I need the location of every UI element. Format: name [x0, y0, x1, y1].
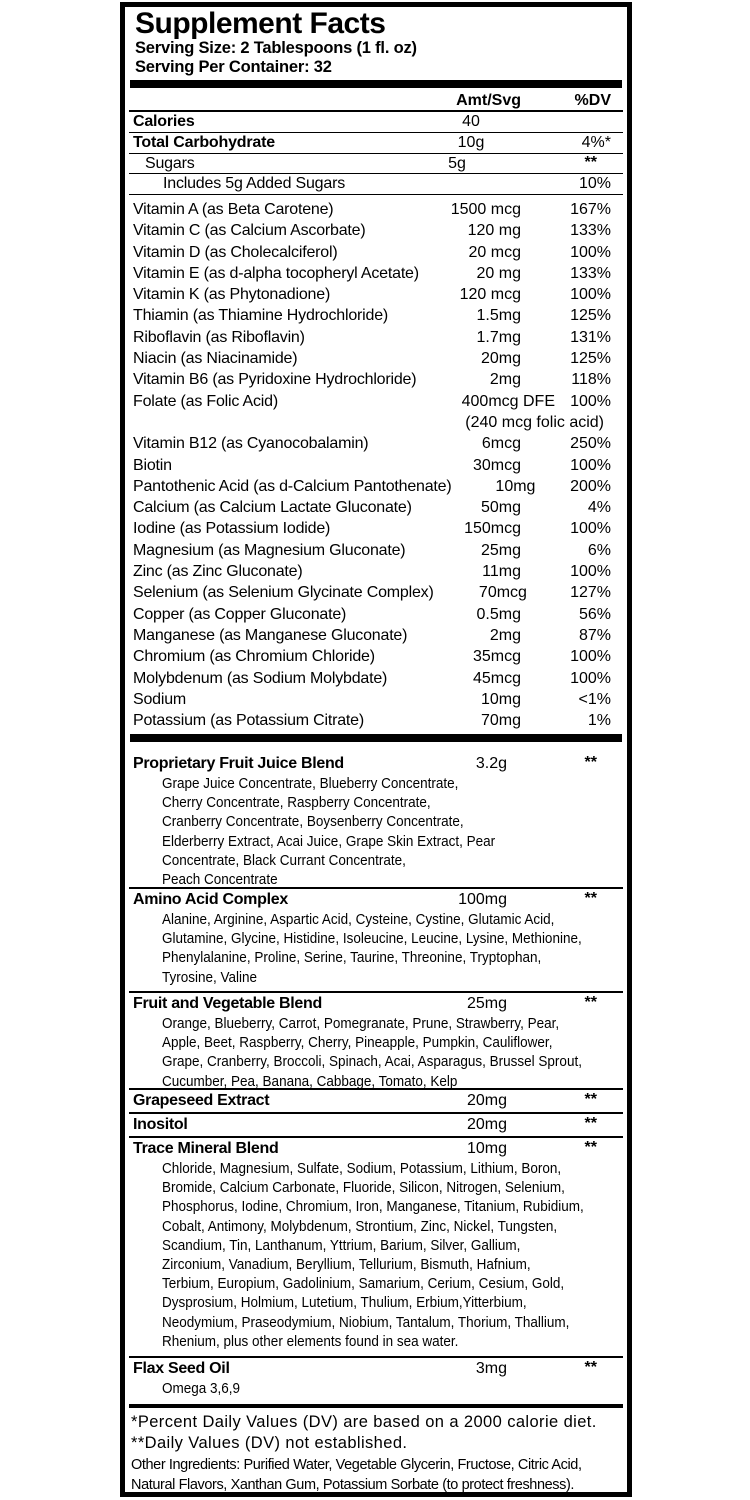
nutrient-dv: 4%* [581, 133, 611, 151]
blend-amount: 20mg [466, 1092, 507, 1109]
blend-amount: 3.2g [475, 755, 507, 772]
nutrients-list [129, 197, 623, 731]
nutrient-amount: 50mg [480, 499, 521, 517]
nutrient-name: Potassium (as Potassium Citrate) [133, 712, 365, 730]
nutrient-dv: 6% [587, 541, 611, 559]
nutrient-amount: 11mg [482, 563, 521, 581]
nutrient-row [129, 305, 623, 326]
blend-ingredients [162, 774, 619, 889]
text-line: Tyrosine, Valine [162, 968, 258, 986]
footnotes [125, 1412, 627, 1454]
nutrient-row [129, 497, 623, 518]
nutrient-name: Iodine (as Potassium Iodide) [133, 520, 331, 538]
blend-name: Proprietary Fruit Juice Blend [133, 755, 344, 772]
nutrient-amount: 1500 mcg [450, 201, 521, 218]
nutrient-dv: 10% [578, 175, 611, 193]
nutrient-name: Pantothenic Acid (as d-Calcium Pantothenate) [133, 477, 452, 495]
column-dv-header: %DV [574, 92, 611, 109]
blend-section-fruit-vegetable [129, 991, 623, 1091]
nutrient-name: Vitamin C (as Calcium Ascorbate) [133, 222, 366, 240]
nutrient-dv: 125% [570, 350, 611, 368]
nutrient-row [129, 455, 623, 476]
nutrient-dv: 100% [570, 392, 611, 410]
text-line: Omega 3,6,9 [162, 1380, 241, 1397]
nutrient-name: Biotin [133, 456, 172, 474]
other-ingredients [125, 1456, 627, 1495]
nutrient-name: Vitamin B12 (as Cyanocobalamin) [133, 435, 369, 453]
text-line: *Percent Daily Values (DV) are based on a 2000 calorie diet. [131, 1413, 597, 1431]
nutrient-amount: 10mg [495, 477, 536, 495]
nutrient-name: Chromium (as Chromium Chloride) [133, 648, 375, 666]
nutrient-name: Thiamin (as Thiamine Hydrochloride) [133, 307, 389, 325]
nutrient-row [129, 199, 623, 220]
nutrient-dv: 250% [570, 435, 611, 453]
blend-name: Fruit and Vegetable Blend [133, 995, 322, 1012]
nutrient-amount: 5g [448, 154, 466, 172]
text-line: Zirconium, Vanadium, Beryllium, Tellurium, Bismuth, Hafnium, [162, 1256, 531, 1274]
text-line: Cobalt, Antimony, Molybdenum, Strontium, Zinc, Nickel, Tungsten, [162, 1217, 558, 1235]
nutrient-amount: 10mg [480, 690, 521, 708]
blend-amount: 20mg [466, 1116, 507, 1133]
nutrient-row [129, 476, 623, 497]
nutrient-row [129, 646, 623, 667]
nutrient-dv: 56% [578, 605, 611, 623]
nutrient-amount: 70mcg [478, 584, 527, 602]
blend-ingredients [162, 1159, 619, 1351]
nutrient-dv: 133% [570, 264, 611, 282]
text-line: Cucumber, Pea, Banana, Cabbage, Tomato, Kelp [162, 1072, 458, 1090]
separator-bar-middle [125, 734, 627, 742]
nutrient-amount: 1.7mg [476, 328, 521, 346]
blend-header [129, 1138, 623, 1159]
blend-ingredients [162, 1014, 619, 1091]
text-line: **Daily Values (DV) not established. [131, 1434, 408, 1452]
nutrient-name: Vitamin B6 (as Pyridoxine Hydrochloride) [133, 371, 417, 389]
blend-header [129, 993, 623, 1014]
nutrient-name: Molybdenum (as Sodium Molybdate) [133, 669, 388, 687]
nutrient-name: Calories [133, 113, 195, 130]
text-line: Grape Juice Concentrate, Blueberry Concentrate, [162, 775, 459, 792]
blend-ingredients [162, 1379, 619, 1398]
blend-amount: 3mg [475, 1360, 507, 1377]
blend-name: Grapeseed Extract [133, 1092, 270, 1109]
blend-dv: ** [584, 754, 597, 771]
nutrient-amount: 25mg [480, 541, 521, 559]
text-line: Alanine, Arginine, Aspartic Acid, Cysteine, Cystine, Glutamic Acid, [162, 911, 555, 928]
nutrient-row [129, 220, 623, 241]
nutrient-amount: 20 mcg [468, 243, 521, 261]
nutrient-name: Vitamin D (as Cholecalciferol) [133, 243, 338, 261]
nutrient-dv: 100% [570, 669, 611, 687]
text-line: Dysprosium, Holmium, Lutetium, Thulium, Erbium,Yitterbium, [162, 1294, 527, 1312]
text-line: Apple, Beet, Raspberry, Cherry, Pineapple, Pumpkin, Cauliflower, [162, 1034, 553, 1052]
text-line: Phenylalanine, Proline, Serine, Taurine, Threonine, Tryptophan, [162, 949, 542, 967]
text-line: Cranberry Concentrate, Boysenberry Concentrate, [162, 813, 464, 831]
nutrient-name: Includes 5g Added Sugars [163, 175, 346, 193]
nutrient-dv: 87% [578, 626, 611, 644]
text-line: Glutamine, Glycine, Histidine, Isoleucine, Leucine, Lysine, Methionine, [162, 930, 582, 948]
supplement-facts-label [120, 2, 632, 1497]
nutrient-amount: 20mg [480, 350, 521, 368]
nutrient-row [129, 284, 623, 305]
blend-amount: 25mg [466, 995, 507, 1012]
nutrient-name: Magnesium (as Magnesium Gluconate) [133, 541, 406, 559]
nutrient-amount: 2mg [489, 626, 521, 644]
nutrient-amount: 120 mg [467, 222, 521, 240]
nutrient-row [129, 112, 623, 133]
nutrient-dv: 131% [570, 328, 611, 346]
nutrient-amount: 45mcg [472, 669, 521, 687]
blend-section-inositol [129, 1112, 623, 1135]
text-line: Grape, Cranberry, Broccoli, Spinach, Acai, Asparagus, Brussel Sprout, [162, 1053, 582, 1071]
blend-dv: ** [584, 1091, 597, 1108]
nutrient-name: Manganese (as Manganese Gluconate) [133, 626, 408, 644]
nutrient-name: Folate (as Folic Acid) [133, 392, 278, 410]
nutrient-row [129, 433, 623, 454]
nutrient-dv: 100% [570, 286, 611, 304]
nutrient-row [129, 604, 623, 625]
nutrient-name: Sugars [145, 154, 195, 172]
text-line: Rhenium, plus other elements found in sea water. [162, 1332, 459, 1350]
nutrient-amount: 150mcg [464, 520, 521, 538]
nutrient-name: Niacin (as Niacinamide) [133, 350, 298, 368]
nutrient-row [129, 242, 623, 263]
nutrient-amount: 70mg [480, 712, 521, 730]
nutrient-amount: 6mcg [481, 435, 521, 453]
nutrient-row [129, 174, 623, 195]
nutrient-name: Vitamin E (as d-alpha tocopheryl Acetate) [133, 264, 419, 282]
blend-header [129, 1090, 623, 1111]
blend-section-grapeseed [129, 1088, 623, 1111]
text-line: Scandium, Tin, Lanthanum, Yttrium, Barium, Silver, Gallium, [162, 1236, 521, 1254]
nutrient-amount: 20 mg [476, 264, 521, 282]
nutrient-dv: 125% [570, 307, 611, 325]
nutrient-amount: 40 [462, 113, 480, 130]
blend-section-flax-seed-oil [129, 1356, 623, 1398]
separator-bar-top [125, 80, 627, 88]
nutrient-dv: 133% [570, 222, 611, 240]
nutrient-amount: 35mcg [472, 648, 521, 666]
nutrient-dv: 100% [570, 563, 611, 581]
nutrient-name: Riboflavin (as Riboflavin) [133, 328, 305, 346]
blend-header [129, 889, 623, 910]
nutrient-amount: 2mg [489, 371, 521, 389]
text-line: Phosphorus, Iodine, Chromium, Iron, Manganese, Titanium, Rubidium, [162, 1198, 584, 1216]
nutrient-dv: 118% [571, 371, 611, 389]
nutrient-name: Sodium [133, 690, 187, 708]
nutrient-dv: ** [584, 153, 597, 171]
blend-dv: ** [584, 1115, 597, 1132]
nutrient-amount: 1.5mg [476, 307, 521, 325]
nutrient-row [129, 327, 623, 348]
blend-dv: ** [584, 994, 597, 1011]
blend-dv: ** [584, 1139, 597, 1156]
nutrient-name: Vitamin K (as Phytonadione) [133, 286, 331, 304]
nutrient-name: Calcium (as Calcium Lactate Gluconate) [133, 499, 412, 517]
nutrient-dv: 100% [570, 648, 611, 666]
blend-header [129, 1358, 623, 1379]
nutrient-amount: 10g [457, 133, 485, 151]
text-line: Neodymium, Praseodymium, Niobium, Tantalum, Thorium, Thallium, [162, 1313, 570, 1331]
nutrient-dv: 1% [587, 712, 611, 730]
nutrient-amount: 30mcg [472, 456, 521, 474]
blend-section-trace-mineral [129, 1136, 623, 1351]
blend-header [129, 753, 623, 774]
nutrient-row [129, 582, 623, 603]
nutrient-row [129, 668, 623, 689]
text-line: Concentrate, Black Currant Concentrate, [162, 851, 406, 869]
nutrient-name: Total Carbohydrate [133, 133, 275, 151]
nutrient-amount: 0.5mg [476, 605, 521, 623]
servings-per-container: Serving Per Container: 32 [135, 58, 332, 76]
nutrient-dv: 4% [587, 499, 611, 517]
text-line: Natural Flavors, Xanthan Gum, Potassium Sorbate (to protect freshness). [131, 1476, 575, 1493]
text-line: Bromide, Calcium Carbonate, Fluoride, Silicon, Nitrogen, Selenium, [162, 1179, 565, 1197]
nutrient-row [129, 391, 623, 412]
nutrient-row [129, 263, 623, 284]
text-line: Peach Concentrate [162, 871, 278, 889]
blend-name: Trace Mineral Blend [133, 1140, 279, 1157]
nutrient-name: Copper (as Copper Gluconate) [133, 605, 347, 623]
nutrient-amount: 120 mcg [459, 286, 521, 304]
nutrient-name: Selenium (as Selenium Glycinate Complex) [133, 584, 434, 602]
text-line: Cherry Concentrate, Raspberry Concentrate, [162, 794, 431, 812]
nutrient-dv: 200% [570, 477, 611, 495]
serving-size: Serving Size: 2 Tablespoons (1 fl. oz) [135, 39, 417, 57]
column-amount-header: Amt/Svg [456, 92, 521, 109]
blend-header [129, 1114, 623, 1135]
blend-dv: ** [584, 890, 597, 907]
column-header-row [129, 91, 623, 112]
text-line: Chloride, Magnesium, Sulfate, Sodium, Potassium, Lithium, Boron, [162, 1160, 562, 1177]
nutrient-row [129, 154, 623, 175]
blend-amount: 100mg [458, 891, 507, 908]
nutrient-row [129, 561, 623, 582]
blend-dv: ** [584, 1359, 597, 1376]
nutrient-row [129, 710, 623, 731]
text-line: Other Ingredients: Purified Water, Vegetable Glycerin, Fructose, Citric Acid, [131, 1457, 582, 1473]
separator-line-footnotes [129, 1404, 623, 1408]
nutrient-name: Zinc (as Zinc Gluconate) [133, 563, 303, 581]
nutrient-row [129, 540, 623, 561]
nutrient-row [129, 369, 623, 390]
nutrient-row [129, 689, 623, 710]
nutrient-subnote: (240 mcg folic acid) [465, 413, 604, 431]
blend-section-fruit-juice [129, 753, 623, 889]
blend-section-amino-acid [129, 887, 623, 987]
nutrient-dv: 100% [570, 456, 611, 474]
nutrient-dv: 100% [570, 243, 611, 261]
nutrient-row [129, 133, 623, 154]
nutrient-name: Vitamin A (as Beta Carotene) [133, 201, 334, 218]
nutrient-dv: 100% [570, 520, 611, 538]
nutrient-row [129, 518, 623, 539]
facts-top-rows [129, 112, 623, 195]
nutrient-dv: 127% [570, 584, 611, 602]
nutrient-dv: 167% [570, 201, 611, 218]
blend-amount: 10mg [466, 1140, 507, 1157]
blend-name: Inositol [133, 1116, 188, 1133]
nutrient-row [129, 348, 623, 369]
nutrient-row [129, 625, 623, 646]
blend-name: Amino Acid Complex [133, 891, 288, 908]
page-title: Supplement Facts [135, 7, 386, 40]
blend-ingredients [162, 910, 619, 987]
text-line: Orange, Blueberry, Carrot, Pomegranate, Prune, Strawberry, Pear, [162, 1015, 560, 1032]
nutrient-dv: <1% [578, 690, 611, 708]
nutrient-amount: 400mcg DFE [461, 392, 555, 410]
text-line: Terbium, Europium, Gadolinium, Samarium, Cerium, Cesium, Gold, [162, 1275, 565, 1293]
text-line: Elderberry Extract, Acai Juice, Grape Skin Extract, Pear [162, 832, 496, 850]
blend-name: Flax Seed Oil [133, 1360, 230, 1377]
